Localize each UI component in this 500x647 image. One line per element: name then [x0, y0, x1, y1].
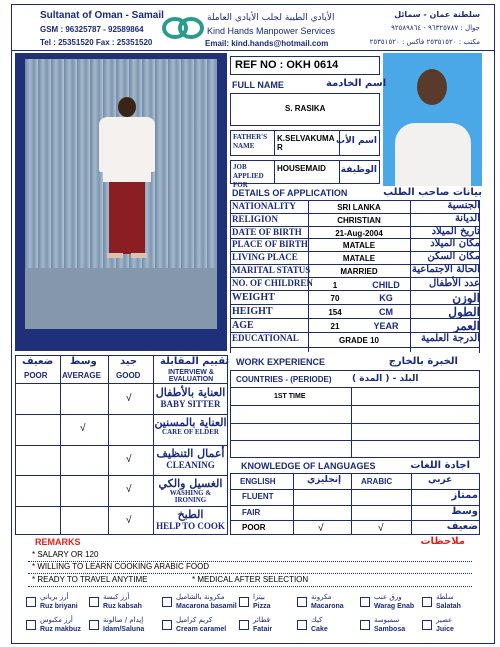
food-name: Ruz makbuz: [40, 626, 81, 633]
food-name-ar: مكرونة: [311, 593, 332, 601]
email: Email: kind.hands@hotmail.com: [205, 39, 329, 48]
detail-label: MARITAL STATUS: [232, 265, 311, 275]
food-checkbox[interactable]: [26, 597, 36, 607]
office-ar: مكتب : ٢٥٣٥١٥٢٠ فاكس : ٢٥٣٥١٥٢٠: [369, 38, 480, 46]
details-title-ar: بيانات صاحب الطلب: [383, 187, 482, 198]
full-name-label-ar: اسم الخادمة: [326, 78, 387, 89]
detail-value: MARRIED: [340, 267, 378, 276]
food-name-ar: بيتزا: [253, 593, 265, 601]
food-checkbox[interactable]: [422, 597, 432, 607]
detail-label-ar: مكان السكن: [427, 251, 480, 263]
average-label-ar: وسط: [70, 356, 97, 367]
remarks-title: REMARKS: [35, 537, 81, 547]
food-name-ar: أرز كبسة: [103, 593, 130, 601]
skill-label: CLEANING: [166, 459, 215, 470]
children-label-ar: عدد الأطفال: [429, 277, 480, 289]
gsm-numbers: GSM : 96325787 - 92589864: [40, 25, 144, 34]
language-level-label-ar: وسط: [451, 505, 478, 517]
skill-label: WASHING & IRONING: [169, 489, 212, 505]
food-checkbox[interactable]: [360, 597, 370, 607]
arabic-label-ar: عربي: [428, 475, 453, 485]
language-level-label-ar: ضعيف: [446, 521, 478, 532]
food-name: Idam/Saluna: [103, 626, 145, 633]
detail-value: 21-Aug-2004: [335, 228, 383, 238]
detail-row-line: [230, 347, 480, 348]
education-label: EDUCATIONAL: [232, 332, 299, 343]
age-label-ar: العمر: [453, 318, 480, 333]
ref-number-box: [230, 56, 380, 75]
food-name: Warag Enab: [374, 603, 415, 610]
full-name-value: S. RASIKA: [285, 104, 326, 113]
education-label-ar: الدرجة العلمية: [420, 332, 480, 344]
details-title: DETAILS OF APPLICATION: [232, 188, 348, 198]
experience-first: 1ST TIME: [274, 393, 306, 400]
poor-label-ar: ضعيف: [22, 356, 54, 367]
company-name-en: Sultanat of Oman - Samail: [40, 10, 164, 21]
food-checkbox[interactable]: [297, 620, 307, 630]
portrait-photo: [383, 53, 482, 186]
rating-check: √: [126, 484, 132, 496]
work-experience-title: WORK EXPERIENCE: [236, 357, 326, 367]
language-level-label: FAIR: [242, 507, 261, 517]
age-unit: YEAR: [373, 320, 399, 331]
remark-travel: * READY TO TRAVEL ANYTIME: [32, 575, 148, 584]
remarks-title-ar: ملاحظات: [420, 536, 465, 547]
evaluation-title-ar: تقييم المقابلة: [160, 356, 230, 367]
height-label: HEIGHT: [232, 305, 273, 317]
remark-cooking: * WILLING TO LEARN COOKING ARABIC FOOD: [32, 562, 210, 571]
skill-label: CARE OF ELDER: [162, 428, 219, 437]
father-name-value: K.SELVAKUMAR: [277, 134, 335, 152]
detail-value: SRI LANKA: [337, 203, 381, 212]
arabic-label: ARABIC: [361, 477, 393, 486]
detail-label-ar: مكان الميلاد: [430, 238, 480, 250]
mobile-ar: جوال : ٩٦٣٢٥٧٨٧ - ٩٢٥٨٩٨٦٤: [391, 24, 480, 32]
tel-fax-numbers: Tel : 25351520 Fax : 25351520: [40, 38, 153, 47]
ref-number: REF NO : OKH 0614: [235, 59, 339, 71]
skill-label: BABY SITTER: [160, 399, 221, 409]
average-label: AVERAGE: [62, 371, 101, 380]
detail-label: PLACE OF BIRTH: [232, 239, 308, 250]
children-label: NO. OF CHILDREN: [232, 277, 313, 288]
food-name: Sambosa: [374, 626, 406, 633]
food-name-ar: سلطة: [436, 593, 454, 601]
food-name-ar: سمبوسة: [374, 616, 400, 624]
children-value: 1: [332, 280, 338, 290]
father-name-row: [230, 130, 380, 156]
food-name-ar: أرز مكبوس: [40, 616, 73, 624]
food-name: Fatair: [253, 626, 273, 633]
experience-col-ar: البلد - ( المدة ): [352, 374, 419, 384]
job-label: JOB APPLIED FOR: [233, 163, 264, 189]
rating-check: √: [126, 453, 132, 465]
job-label-ar: الوظيفة: [340, 165, 377, 175]
food-name-ar: مكرونة بالشاميل: [176, 593, 225, 601]
height-unit: CM: [379, 306, 393, 317]
remark-medical: * MEDICAL AFTER SELECTION: [192, 575, 309, 584]
food-name: Juice: [436, 626, 454, 633]
food-checkbox[interactable]: [422, 620, 432, 630]
detail-label-ar: الجنسية: [447, 200, 480, 211]
skill-row-line: [15, 414, 228, 415]
detail-label: LIVING PLACE: [232, 252, 298, 263]
food-name-ar: أرز برياني: [40, 593, 69, 601]
language-level-label-ar: ممتاز: [451, 490, 478, 501]
children-unit: CHILD: [372, 279, 400, 290]
languages-title-ar: اجادة اللغات: [410, 460, 470, 471]
food-checkbox[interactable]: [89, 597, 99, 607]
rating-check: √: [80, 423, 86, 435]
english-level-check: √: [318, 523, 324, 534]
remark-salary: * SALARY OR 120: [32, 550, 99, 559]
food-checkbox[interactable]: [89, 620, 99, 630]
language-level-label: POOR: [242, 523, 266, 532]
good-label: GOOD: [116, 371, 141, 380]
food-name-ar: فطائر: [253, 616, 271, 624]
father-name-label: FATHER'S NAME: [233, 133, 267, 150]
full-body-photo: [15, 53, 227, 351]
agency-name-en: Kind Hands Manpower Services: [207, 26, 336, 36]
detail-label: NATIONALITY: [232, 201, 296, 211]
evaluation-title: INTERVIEW & EVALUATION: [168, 369, 214, 383]
kind-hands-logo: [162, 15, 204, 41]
father-name-label-ar: اسم الأب: [336, 136, 377, 146]
skill-row-line: [15, 506, 228, 507]
detail-label: DATE OF BIRTH: [232, 226, 302, 237]
weight-unit: KG: [379, 292, 393, 303]
food-checkbox[interactable]: [297, 597, 307, 607]
food-checkbox[interactable]: [162, 620, 172, 630]
food-checkbox[interactable]: [360, 620, 370, 630]
skill-label-ar: الطبخ: [177, 507, 204, 521]
languages-title: KNOWLEDGE OF LANGUAGES: [241, 461, 376, 471]
experience-col-en: COUNTRIES - (PERIODE): [236, 375, 332, 384]
food-name-ar: عصير: [436, 616, 453, 624]
detail-label-ar: تاريخ الميلاد: [431, 225, 480, 237]
detail-row-line: [230, 290, 480, 291]
rating-check: √: [126, 514, 132, 526]
skill-label-ar: العناية بالأطفال: [155, 386, 226, 399]
food-name: Ruz briyani: [40, 603, 78, 610]
height-value: 154: [328, 307, 342, 317]
age-label: AGE: [232, 319, 254, 331]
food-name-ar: إيدام / صالونة: [103, 616, 144, 624]
height-label-ar: الطول: [448, 304, 480, 319]
detail-value: MATALE: [342, 254, 376, 264]
full-name-label: FULL NAME: [232, 80, 284, 90]
food-name-ar: ورق عنب: [374, 593, 402, 601]
skill-label-ar: أعمال التنظيف: [156, 446, 225, 460]
food-checkbox[interactable]: [239, 620, 249, 630]
food-name-ar: كيك: [311, 616, 323, 624]
skill-label-ar: العناية بالمسنين: [154, 416, 227, 430]
job-value: HOUSEMAID: [277, 164, 326, 173]
detail-value: CHRISTIAN: [337, 215, 381, 225]
full-name-box: [230, 93, 380, 126]
detail-label-ar: الديانة: [454, 212, 480, 224]
food-checkbox[interactable]: [239, 597, 249, 607]
poor-label: POOR: [24, 371, 48, 380]
food-name: Cake: [311, 626, 328, 633]
food-checkbox[interactable]: [162, 597, 172, 607]
weight-label: WEIGHT: [232, 291, 275, 303]
english-label-ar: إنجليزي: [307, 475, 342, 485]
language-level-label: FLUENT: [242, 492, 274, 501]
detail-row-line: [230, 318, 480, 319]
skill-label-ar: الغسيل والكي: [158, 477, 223, 491]
job-row: [230, 160, 380, 189]
detail-row-line: [230, 304, 480, 305]
good-label-ar: جيد: [120, 356, 138, 367]
food-name: Macarona basamil: [176, 603, 237, 610]
english-label: ENGLISH: [240, 477, 276, 486]
work-experience-title-ar: الخبرة بالخارج: [388, 356, 458, 367]
food-name: Macarona: [311, 603, 344, 610]
detail-label: RELIGION: [232, 213, 279, 224]
food-name: Ruz kabsah: [103, 603, 142, 610]
food-name: Pizza: [253, 603, 271, 610]
company-name-ar: سلطنة عمان - سمائل: [394, 10, 480, 19]
skill-label: HELP TO COOK: [156, 520, 225, 531]
education-value: GRADE 10: [338, 335, 379, 345]
detail-label-ar: الحالة الاجتماعية: [411, 264, 480, 275]
arabic-level-check: √: [378, 523, 384, 534]
food-name-ar: كريم كراميل: [176, 616, 213, 624]
weight-label-ar: الوزن: [452, 290, 480, 305]
weight-value: 70: [330, 293, 340, 303]
age-value: 21: [330, 321, 340, 331]
food-checkbox[interactable]: [26, 620, 36, 630]
rating-check: √: [126, 393, 132, 404]
skill-row-line: [15, 445, 228, 446]
header-divider: [11, 50, 495, 51]
food-name: Cream caramel: [176, 626, 227, 633]
skill-row-line: [15, 475, 228, 476]
detail-value: MATALE: [342, 241, 376, 251]
food-name: Salatah: [436, 603, 461, 610]
agency-name-ar: الأيادي الطيبة لجلب الأيادي العاملة: [207, 13, 335, 23]
